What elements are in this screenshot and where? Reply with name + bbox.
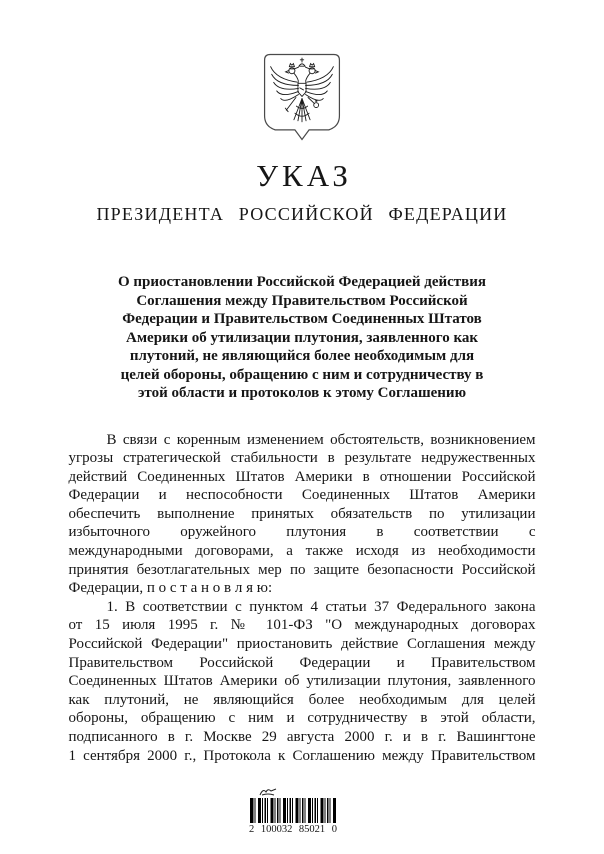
decree-title-line: О приостановлении Российской Федерацией действия	[117, 274, 487, 290]
barcode-digit-group: 100032	[260, 824, 293, 835]
body-line: угрозы стратегической стабильности в результате недружественных	[68, 450, 536, 467]
document-issuer: ПРЕЗИДЕНТА РОССИЙСКОЙ ФЕДЕРАЦИИ	[96, 204, 508, 224]
body-line: Федерации, п о с т а н о в л я ю:	[68, 580, 273, 597]
body-line: 1. В соответствии с пунктом 4 статьи 37 Федерального закона	[106, 598, 536, 615]
body-line: принятия безотлагательных мер по защите безопасности Российской	[68, 561, 536, 578]
body-line: 1 сентября 2000 г., Протокола к Соглашению между Правительством	[68, 747, 536, 764]
body-line: Соединенных Штатов Америки об утилизации плутония, заявленного	[68, 673, 536, 690]
body-line: обеспечить выполнение принятых обязательств по утилизации	[68, 505, 536, 522]
body-line: избыточного оружейного плутония в соответствии с	[68, 524, 536, 541]
barcode-digit-group: 0	[331, 824, 337, 835]
decree-body	[69, 431, 536, 766]
decree-title-line: Америки об утилизации плутония, заявленного как	[125, 329, 479, 346]
body-line: обороны, обращению с ним и сотрудничеству в этой области,	[68, 710, 536, 727]
body-line: В связи с коренным изменением обстоятельств, возникновением	[106, 431, 536, 448]
body-line: как плутоний, не являющийся более необходимым для целей	[68, 691, 536, 708]
decree-title-line: Федерации и Правительством Соединенных Штатов	[122, 311, 482, 327]
decree-title-line: целей обороны, обращению с ним и сотрудничеству в	[120, 366, 484, 383]
body-line: Российской Федерации" приостановить действие Соглашения между	[68, 636, 536, 653]
barcode-bars	[250, 798, 336, 823]
russian-coat-of-arms-icon	[263, 53, 341, 142]
body-line: международными договорами, а также исходя из необходимости	[68, 543, 536, 560]
decree-title	[97, 273, 507, 403]
print-mark-icon	[258, 786, 279, 797]
body-line: действий Соединенных Штатов Америки в отношении Российской	[68, 468, 536, 485]
barcode-digits	[249, 824, 337, 835]
document-type-title: УКАЗ	[256, 158, 352, 193]
barcode-block	[250, 786, 336, 835]
decree-title-line: этой области и протоколов к этому Соглашению	[137, 385, 467, 401]
barcode-digit-group: 85021	[298, 824, 326, 835]
barcode-digit-group: 2	[249, 824, 255, 835]
body-line: Правительством Российской Федерации и Правительством	[68, 654, 536, 671]
body-line: от 15 июля 1995 г. № 101-ФЗ "О международных договорах	[68, 617, 536, 634]
decree-title-line: плутоний, не являющийся более необходимым для	[129, 348, 475, 364]
decree-title-line: Соглашения между Правительством Российской	[136, 292, 468, 309]
body-line: Федерации и неспособности Соединенных Штатов Америки	[68, 487, 536, 504]
body-line: подписанного в г. Москве 29 августа 2000 г. и в г. Вашингтоне	[68, 729, 536, 745]
